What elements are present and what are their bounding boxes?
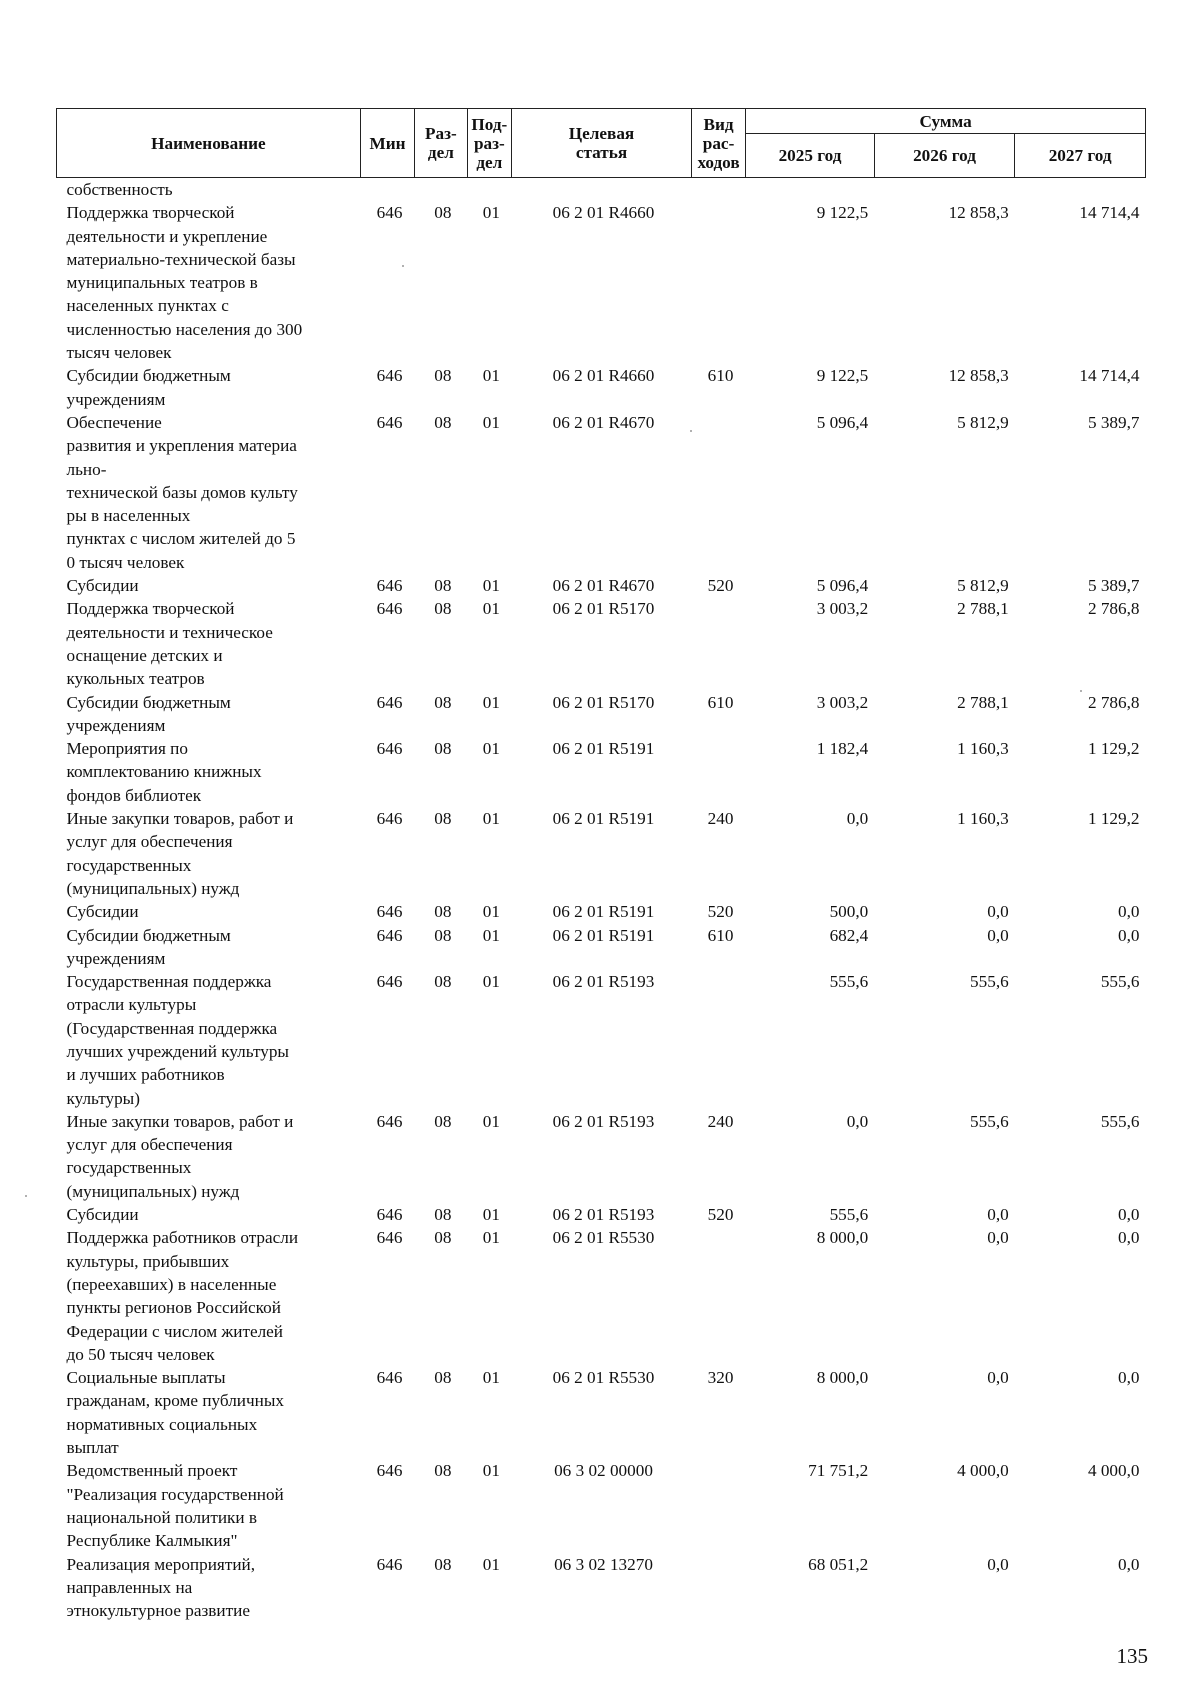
row-target-article: 06 3 02 00000: [554, 1461, 653, 1481]
row-name: Субсидии: [66, 902, 139, 922]
table-row: [57, 574, 1146, 597]
row-podrazdel: 01: [482, 412, 500, 432]
row-target-article: 06 2 01 R4670: [552, 412, 655, 432]
table-row: [57, 1366, 1146, 1459]
row-sum-2025: 682,4: [829, 925, 869, 945]
row-podrazdel: 01: [482, 739, 500, 759]
budget-table: [56, 108, 1146, 1622]
row-razdel: 08: [434, 1461, 452, 1481]
row-sum-2027: 14 714,4: [1079, 366, 1140, 386]
row-expense-kind: [691, 1226, 745, 1366]
row-sum-2026: 12 858,3: [948, 203, 1009, 223]
row-name: Поддержка творческой деятельности и техническое оснащение детских и кукольных театров: [66, 599, 273, 689]
header-min: Мин: [360, 109, 414, 178]
row-razdel: 08: [434, 1554, 452, 1574]
row-razdel: 08: [434, 599, 452, 619]
scan-speck: [25, 1195, 27, 1197]
table-row: [57, 1459, 1146, 1552]
row-podrazdel: 01: [482, 1205, 500, 1225]
table-row: [57, 1226, 1146, 1366]
row-sum-2025: 71 751,2: [808, 1461, 869, 1481]
table-row: [57, 691, 1146, 738]
row-sum-2025: 8 000,0: [816, 1368, 869, 1388]
table-row: [57, 597, 1146, 690]
header-target-article: Целевая статья: [512, 109, 692, 178]
row-podrazdel: 01: [482, 1228, 500, 1248]
table-body: [57, 178, 1146, 1623]
row-expense-kind: 320: [707, 1368, 734, 1388]
row-podrazdel: 01: [482, 1461, 500, 1481]
row-expense-kind: 520: [707, 576, 734, 596]
row-min: 646: [376, 1205, 403, 1225]
header-podrazdel: Под- раз- дел: [467, 109, 512, 178]
row-name: Поддержка работников отрасли культуры, прибывших (переехавших) в населенные пункты регионов Российской Федерации с числом жителей до 50 тысяч человек: [66, 1228, 299, 1364]
row-expense-kind: 240: [707, 1111, 734, 1131]
row-sum-2025: 9 122,5: [816, 366, 869, 386]
row-min: 646: [376, 576, 403, 596]
row-name: Мероприятия по комплектованию книжных фондов библиотек: [66, 739, 262, 805]
row-target-article: 06 2 01 R5191: [552, 809, 655, 829]
row-razdel: 08: [434, 902, 452, 922]
table-row: [57, 737, 1146, 807]
header-sum: Сумма: [746, 109, 1146, 134]
row-sum-2025: 8 000,0: [816, 1228, 869, 1248]
row-sum-2026: 0,0: [987, 1228, 1009, 1248]
row-target-article: 06 2 01 R4660: [552, 203, 655, 223]
row-sum-2025: 3 003,2: [816, 599, 869, 619]
row-sum-2026: 555,6: [970, 1111, 1009, 1131]
row-razdel: 08: [434, 366, 452, 386]
table-header: [57, 109, 1146, 178]
row-name: Социальные выплаты гражданам, кроме публичных нормативных социальных выплат: [66, 1368, 284, 1458]
row-razdel: 08: [434, 972, 452, 992]
row-min: 646: [376, 366, 403, 386]
row-target-article: 06 3 02 13270: [554, 1554, 653, 1574]
row-name: Субсидии бюджетным учреждениям: [66, 366, 231, 409]
row-expense-kind: 610: [707, 692, 734, 712]
row-sum-2025: 9 122,5: [816, 203, 869, 223]
row-sum-2026: 0,0: [987, 1368, 1009, 1388]
row-expense-kind: [691, 970, 745, 1110]
row-sum-2027: 0,0: [1118, 902, 1140, 922]
row-podrazdel: 01: [482, 809, 500, 829]
row-sum-2026: 12 858,3: [948, 366, 1009, 386]
row-sum-2027: 5 389,7: [1087, 412, 1140, 432]
table-row: [57, 1553, 1146, 1623]
row-target-article: 06 2 01 R4670: [552, 576, 655, 596]
row-sum-2027: 0,0: [1118, 925, 1140, 945]
row-sum-2026: 0,0: [987, 902, 1009, 922]
continuation-row: [57, 178, 1146, 202]
row-expense-kind: 240: [707, 809, 734, 829]
row-sum-2026: 0,0: [987, 925, 1009, 945]
table-row: [57, 1110, 1146, 1203]
row-sum-2026: 0,0: [987, 1205, 1009, 1225]
continuation-text: собственность: [66, 180, 173, 199]
row-sum-2027: 0,0: [1118, 1368, 1140, 1388]
row-sum-2027: 5 389,7: [1087, 576, 1140, 596]
row-podrazdel: 01: [482, 902, 500, 922]
scan-speck: [1080, 690, 1082, 692]
row-name: Иные закупки товаров, работ и услуг для обеспечения государственных (муниципальных) нужд: [66, 809, 294, 898]
row-podrazdel: 01: [482, 599, 500, 619]
header-year-2025: 2025 год: [746, 134, 874, 178]
row-sum-2026: 2 788,1: [957, 692, 1009, 712]
row-min: 646: [376, 203, 403, 223]
table-row: [57, 924, 1146, 971]
header-year-2027: 2027 год: [1015, 134, 1146, 178]
row-min: 646: [376, 1461, 403, 1481]
row-target-article: 06 2 01 R5170: [552, 692, 655, 712]
row-min: 646: [376, 902, 403, 922]
row-sum-2025: 5 096,4: [816, 412, 869, 432]
row-name: Реализация мероприятий, направленных на этнокультурное развитие: [66, 1554, 256, 1621]
table-row: [57, 411, 1146, 574]
row-name: Государственная поддержка отрасли культуры (Государственная поддержка лучших учреждений культуры и лучших работников культуры): [66, 972, 289, 1108]
row-min: 646: [376, 599, 403, 619]
row-expense-kind: [691, 737, 745, 807]
row-name: Субсидии бюджетным учреждениям: [66, 692, 231, 735]
page-number: 135: [1116, 1644, 1148, 1668]
row-target-article: 06 2 01 R5170: [552, 599, 655, 619]
row-sum-2025: 68 051,2: [808, 1554, 869, 1574]
row-sum-2026: 4 000,0: [957, 1461, 1009, 1481]
row-sum-2026: 5 812,9: [957, 412, 1009, 432]
row-target-article: 06 2 01 R5191: [552, 902, 655, 922]
row-min: 646: [376, 809, 403, 829]
row-sum-2027: 0,0: [1118, 1205, 1140, 1225]
row-podrazdel: 01: [482, 1111, 500, 1131]
row-razdel: 08: [434, 692, 452, 712]
row-razdel: 08: [434, 1205, 452, 1225]
row-sum-2025: 0,0: [846, 1111, 869, 1131]
row-sum-2027: 0,0: [1118, 1228, 1140, 1248]
row-sum-2025: 555,6: [829, 972, 869, 992]
row-sum-2027: 2 786,8: [1087, 599, 1140, 619]
row-razdel: 08: [434, 1368, 452, 1388]
row-razdel: 08: [434, 576, 452, 596]
row-target-article: 06 2 01 R5530: [552, 1228, 655, 1248]
row-name: Поддержка творческой деятельности и укрепление материально-технической базы муниципальных театров в населенных пунктах с численностью населения до 300 тысяч человек: [66, 203, 303, 363]
row-podrazdel: 01: [482, 1554, 500, 1574]
header-razdel: Раз- дел: [415, 109, 467, 178]
row-sum-2027: 0,0: [1118, 1554, 1140, 1574]
header-name: Наименование: [57, 109, 361, 178]
row-sum-2027: 555,6: [1100, 972, 1140, 992]
row-min: 646: [376, 412, 403, 432]
table-row: [57, 900, 1146, 923]
row-min: 646: [376, 1368, 403, 1388]
row-expense-kind: 520: [707, 902, 734, 922]
row-podrazdel: 01: [482, 1368, 500, 1388]
row-sum-2026: 1 160,3: [957, 739, 1009, 759]
row-sum-2026: 5 812,9: [957, 576, 1009, 596]
row-podrazdel: 01: [482, 972, 500, 992]
row-expense-kind: [691, 201, 745, 364]
header-year-2026: 2026 год: [874, 134, 1014, 178]
row-expense-kind: [691, 1459, 745, 1552]
row-expense-kind: 520: [707, 1205, 734, 1225]
row-sum-2025: 555,6: [829, 1205, 869, 1225]
row-razdel: 08: [434, 739, 452, 759]
row-name: Субсидии: [66, 576, 139, 596]
row-sum-2026: 1 160,3: [957, 809, 1009, 829]
row-sum-2026: 2 788,1: [957, 599, 1009, 619]
row-name: Иные закупки товаров, работ и услуг для обеспечения государственных (муниципальных) нужд: [66, 1111, 294, 1201]
row-sum-2025: 500,0: [829, 902, 869, 922]
row-expense-kind: 610: [707, 366, 734, 386]
row-target-article: 06 2 01 R5191: [552, 925, 655, 945]
row-min: 646: [376, 692, 403, 712]
row-sum-2027: 2 786,8: [1087, 692, 1140, 712]
row-target-article: 06 2 01 R5193: [552, 1111, 655, 1131]
row-sum-2027: 555,6: [1100, 1111, 1140, 1131]
row-expense-kind: [691, 597, 745, 690]
row-sum-2027: 1 129,2: [1087, 809, 1140, 829]
scan-speck: [402, 265, 404, 267]
row-target-article: 06 2 01 R5530: [552, 1368, 655, 1388]
row-sum-2027: 1 129,2: [1087, 739, 1140, 759]
row-sum-2025: 5 096,4: [816, 576, 869, 596]
scan-speck: [690, 430, 692, 432]
row-razdel: 08: [434, 1111, 452, 1131]
table-row: [57, 970, 1146, 1110]
row-target-article: 06 2 01 R5193: [552, 972, 655, 992]
row-sum-2027: 4 000,0: [1087, 1461, 1140, 1481]
row-podrazdel: 01: [482, 203, 500, 223]
row-razdel: 08: [434, 412, 452, 432]
row-sum-2026: 555,6: [970, 972, 1009, 992]
row-expense-kind: [691, 1553, 745, 1623]
row-min: 646: [376, 972, 403, 992]
row-razdel: 08: [434, 203, 452, 223]
row-sum-2025: 0,0: [846, 809, 869, 829]
row-razdel: 08: [434, 1228, 452, 1248]
table-row: [57, 1203, 1146, 1226]
row-sum-2026: 0,0: [987, 1554, 1009, 1574]
row-name: Субсидии бюджетным учреждениям: [66, 925, 231, 968]
table-row: [57, 201, 1146, 364]
row-min: 646: [376, 1228, 403, 1248]
row-name: Обеспечение развития и укрепления материа льно- технической базы домов культу ры в населенных пунктах с числом жителей до 5 0 тысяч человек: [66, 412, 298, 572]
table-row: [57, 364, 1146, 411]
row-target-article: 06 2 01 R4660: [552, 366, 655, 386]
table-row: [57, 807, 1146, 900]
row-name: Ведомственный проект "Реализация государственной национальной политики в Республике Калмыкия": [66, 1461, 284, 1551]
row-min: 646: [376, 925, 403, 945]
row-podrazdel: 01: [482, 692, 500, 712]
row-sum-2027: 14 714,4: [1079, 203, 1140, 223]
row-min: 646: [376, 1554, 403, 1574]
row-min: 646: [376, 1111, 403, 1131]
row-target-article: 06 2 01 R5193: [552, 1205, 655, 1225]
row-podrazdel: 01: [482, 925, 500, 945]
row-target-article: 06 2 01 R5191: [552, 739, 655, 759]
row-name: Субсидии: [66, 1205, 139, 1225]
row-razdel: 08: [434, 925, 452, 945]
row-expense-kind: 610: [707, 925, 734, 945]
row-podrazdel: 01: [482, 366, 500, 386]
row-razdel: 08: [434, 809, 452, 829]
row-sum-2025: 1 182,4: [816, 739, 869, 759]
header-expense-kind: Вид рас- ходов: [691, 109, 745, 178]
row-expense-kind: [691, 411, 745, 574]
row-min: 646: [376, 739, 403, 759]
row-podrazdel: 01: [482, 576, 500, 596]
row-sum-2025: 3 003,2: [816, 692, 869, 712]
